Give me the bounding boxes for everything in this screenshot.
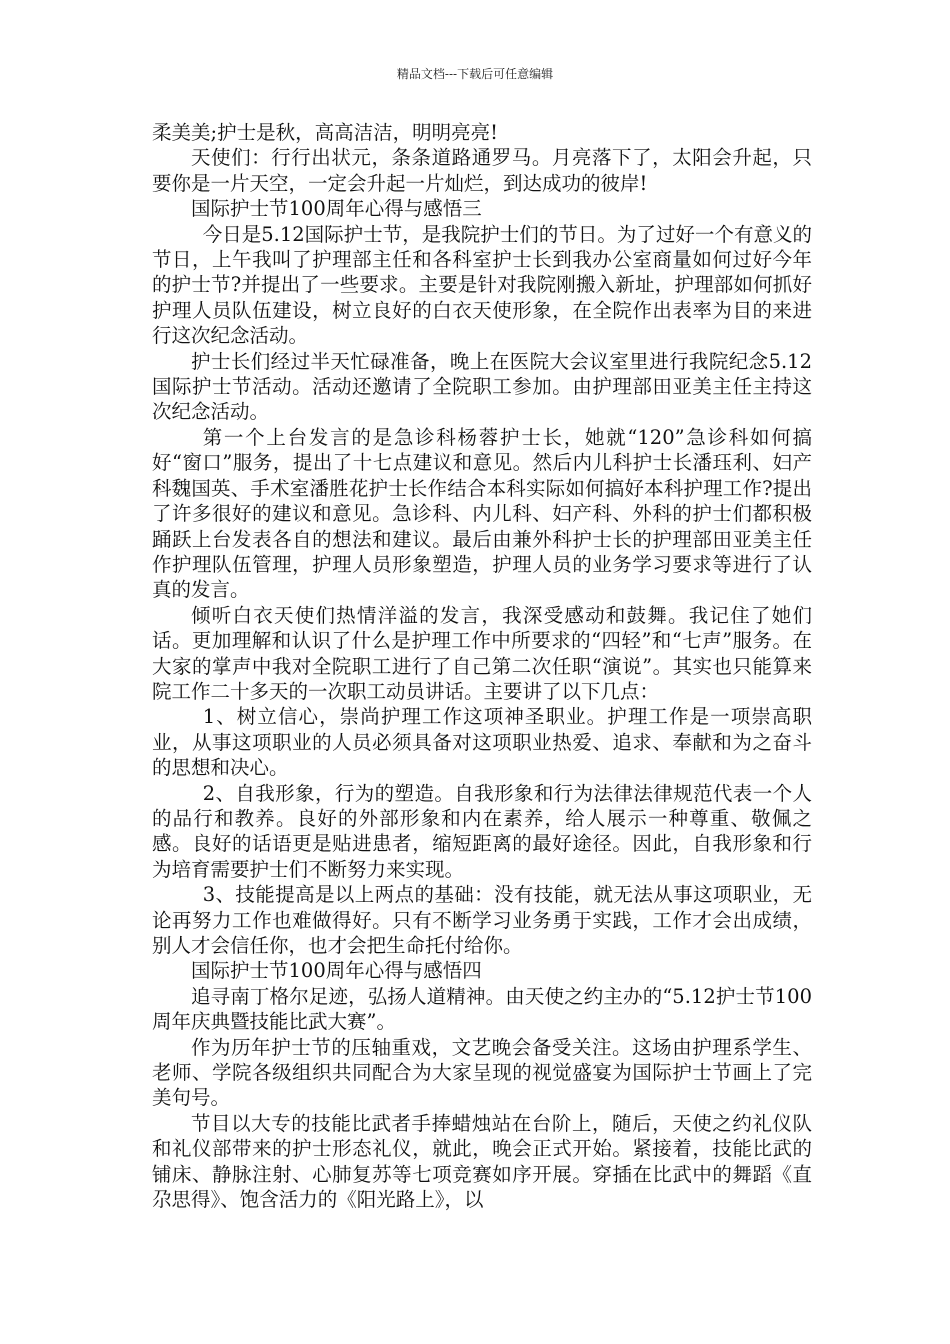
paragraph-5: 护士长们经过半天忙碌准备，晚上在医院大会议室里进行我院纪念5.12国际护士节活动。活动还邀请了全院职工参加。由护理部田亚美主任主持这次纪念活动。: [152, 349, 812, 424]
paragraph-2: 天使们：行行出状元，条条道路通罗马。月亮落下了，太阳会升起，只要你是一片天空，一定会升起一片灿烂，到达成功的彼岸!: [152, 146, 812, 195]
paragraph-4: 今日是5.12国际护士节，是我院护士们的节日。为了过好一个有意义的节日，上午我叫了护理部主任和各科室护士长到我办公室商量如何过好今年的护士节?并提出了一些要求。主要是针对我院刚搬入新址，护理部如何抓好护理人员队伍建设，树立良好的白衣天使形象，在全院作出表率为目的来进行这次纪念活动。: [152, 222, 812, 348]
paragraph-13: 作为历年护士节的压轴重戏，文艺晚会备受关注。这场由护理系学生、老师、学院各级组织共同配合为大家呈现的视觉盛宴为国际护士节画上了完美句号。: [152, 1035, 812, 1110]
list-item-2: 2、自我形象，行为的塑造。自我形象和行为法律法律规范代表一个人的品行和教养。良好的外部形象和内在素养，给人展示一种尊重、敬佩之感。良好的话语更是贴进患者，缩短距离的最好途径。因此，自我形象和行为培育需要护士们不断努力来实现。: [152, 781, 812, 881]
section-heading-4: 国际护士节100周年心得与感悟四: [191, 959, 482, 983]
paragraph-1: 柔美美;护士是秋，高高洁洁，明明亮亮!: [152, 121, 498, 144]
page-header: 精品文档---下载后可任意编辑: [396, 67, 554, 81]
list-item-1: 1、树立信心，崇尚护理工作这项神圣职业。护理工作是一项崇高职业，从事这项职业的人员必须具备对这项职业热爱、追求、奉献和为之奋斗的思想和决心。: [152, 705, 812, 780]
paragraph-7: 倾听白衣天使们热情洋溢的发言，我深受感动和鼓舞。我记住了她们话。更加理解和认识了什么是护理工作中所要求的“四轻”和“七声”服务。在大家的掌声中我对全院职工进行了自己第二次任职“演说”。其实也只能算来院工作二十多天的一次职工动员讲话。主要讲了以下几点：: [152, 603, 812, 703]
paragraph-12: 追寻南丁格尔足迹，弘扬人道精神。由天使之约主办的“5.12护士节100周年庆典暨技能比武大赛”。: [152, 984, 812, 1034]
section-heading-3: 国际护士节100周年心得与感悟三: [191, 197, 482, 221]
document-body: [152, 120, 812, 1212]
paragraph-14: 节目以大专的技能比武者手捧蜡烛站在台阶上，随后，天使之约礼仪队和礼仪部带来的护士形态礼仪，就此，晚会正式开始。紧接着，技能比武的铺床、静脉注射、心肺复苏等七项竞赛如序开展。穿插在比武中的舞蹈《直尕思得》、饱含活力的《阳光路上》，以: [152, 1111, 812, 1212]
paragraph-6: 第一个上台发言的是急诊科杨蓉护士长，她就“120”急诊科如何搞好“窗口”服务，提出了十七点建议和意见。然后内儿科护士长潘珏利、妇产科魏国英、手术室潘胜花护士长作结合本科实际如何搞好本科护理工作?提出了许多很好的建议和意见。急诊科、内儿科、妇产科、外科的护士们都积极踊跃上台发表各自的想法和建议。最后由兼外科护士长的护理部田亚美主任作护理队伍管理，护理人员形象塑造，护理人员的业务学习要求等进行了认真的发言。: [152, 425, 812, 602]
list-item-3: 3、技能提高是以上两点的基础：没有技能，就无法从事这项职业，无论再努力工作也难做得好。只有不断学习业务勇于实践，工作才会出成绩，别人才会信任你，也才会把生命托付给你。: [152, 883, 812, 957]
